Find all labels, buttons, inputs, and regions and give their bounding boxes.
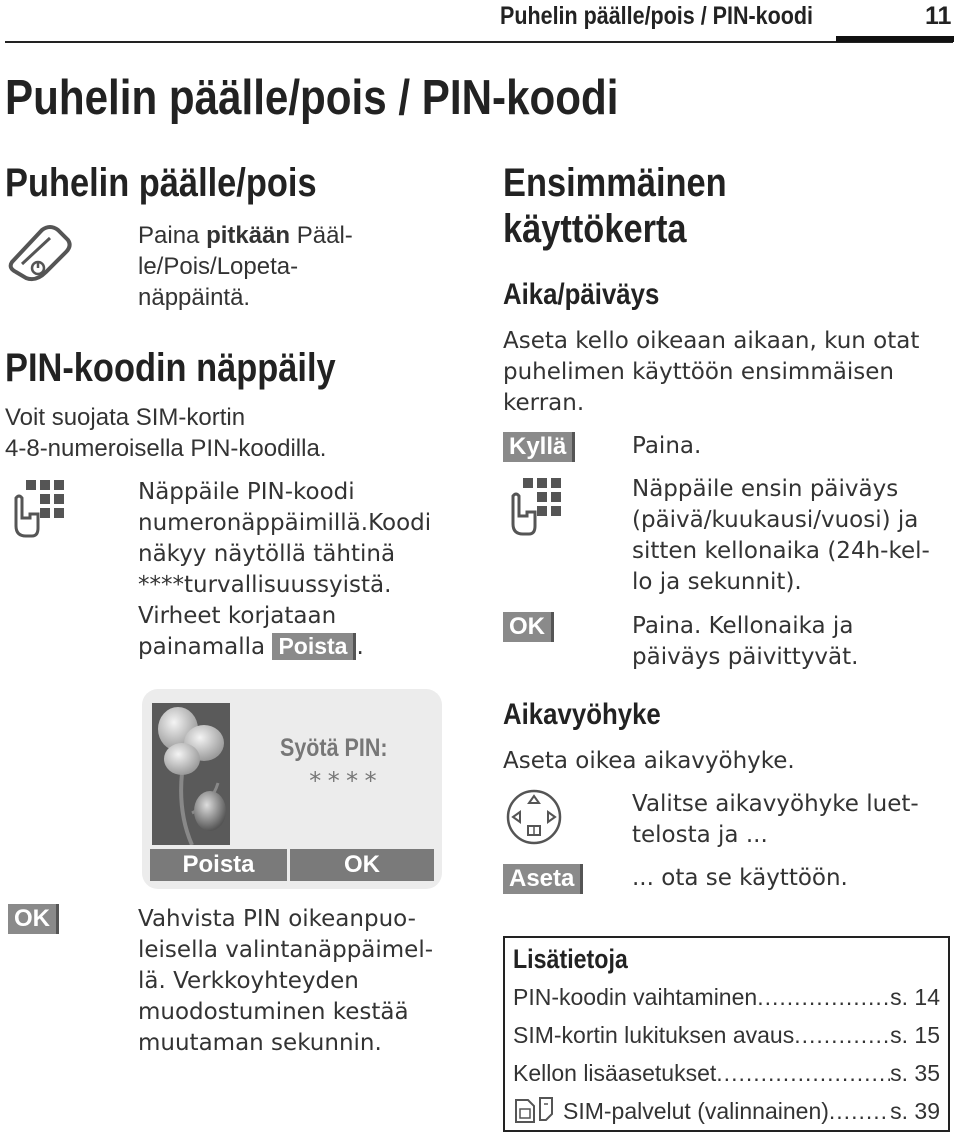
section-title-pin: PIN-koodin näppäily	[5, 346, 336, 390]
first-use-title-line2: käyttökerta	[503, 207, 687, 251]
ok-right-line: Paina. Kellonaika ja	[632, 613, 854, 639]
toc-label: PIN-koodin vaihtaminen	[513, 984, 758, 1010]
subtitle-timezone: Aikavyöhyke	[503, 698, 661, 731]
date-entry-line: Näppäile ensin päiväys	[632, 476, 899, 502]
section-title-power: Puhelin päälle/pois	[5, 161, 317, 205]
toc-label: SIM-palvelut (valinnainen)	[563, 1098, 829, 1124]
timezone-select-instructions	[632, 789, 952, 851]
kylla-key: Kyllä	[503, 432, 575, 462]
timezone-intro: Aseta oikea aikavyöhyke.	[503, 748, 795, 774]
aseta-key: Aseta	[503, 864, 583, 894]
toc-leader	[757, 982, 890, 1012]
keypad-hand-icon	[505, 476, 561, 538]
tz-line: telosta ja ...	[632, 822, 768, 848]
kylla-text: Paina.	[632, 433, 702, 459]
toc-label: Kellon lisäasetukset	[513, 1060, 717, 1086]
pin-intro-line1: Voit suojata SIM-kortin	[5, 404, 246, 431]
section-title-first-use	[503, 160, 727, 252]
first-use-title-line1: Ensimmäinen	[503, 161, 727, 205]
time-intro-line: kerran.	[503, 390, 585, 416]
phone-screen	[142, 689, 442, 889]
pin-intro	[5, 402, 465, 464]
date-entry-line: sitten kellonaika (24h-kel-	[632, 538, 930, 564]
flower-wallpaper-image	[152, 703, 230, 845]
ok-instr-line: leisella valintanäppäimel-	[138, 937, 434, 963]
main-title: Puhelin päälle/pois / PIN-koodi	[5, 71, 619, 125]
aseta-text: ... ota se käyttöön.	[632, 865, 848, 891]
toc-page: s. 35	[890, 1060, 940, 1086]
pin-instructions	[138, 477, 468, 663]
running-header-title: Puhelin päälle/pois / PIN-koodi	[500, 2, 813, 30]
pin-instr-line: Näppäile PIN-koodi	[138, 479, 355, 505]
more-info-title: Lisätietoja	[513, 944, 628, 974]
power-instr-pre: Paina	[138, 222, 207, 249]
toc-row[interactable]	[513, 982, 940, 1012]
screen-softkey-poista[interactable]: Poista	[150, 849, 287, 881]
navigation-key-icon	[505, 788, 563, 846]
ok-key-right: OK	[503, 612, 554, 642]
time-intro-line: puhelimen käyttöön ensimmäisen	[503, 359, 894, 385]
page-number: 11	[925, 2, 952, 30]
screen-prompt: Syötä PIN:	[280, 734, 388, 762]
ok-instr-line: Vahvista PIN oikeanpuo-	[138, 906, 416, 932]
power-instr-line3: näppäintä.	[138, 284, 251, 311]
date-entry-line: lo ja sekunnit).	[632, 569, 802, 595]
power-instr-line2: le/Pois/Lopeta-	[138, 253, 299, 280]
date-entry-line: (päivä/kuukausi/vuosi) ja	[632, 507, 919, 533]
ok-instructions-right	[632, 611, 952, 673]
pin-intro-line2: 4-8-numeroisella PIN-koodilla.	[5, 435, 327, 462]
toc-leader	[716, 1058, 890, 1088]
toc-leader	[829, 1096, 890, 1126]
header-rule	[5, 41, 953, 43]
tz-line: Valitse aikavyöhyke luet-	[632, 791, 919, 817]
pin-instr-line: ****turvallisuussyistä.	[138, 572, 392, 598]
time-intro-line: Aseta kello oikeaan aikaan, kun otat	[503, 328, 920, 354]
power-instructions	[138, 220, 458, 313]
screen-pin-stars: ****	[308, 767, 382, 795]
pin-instr-line: numeronäppäimillä.Koodi	[138, 510, 432, 536]
power-instr-post: Pääl-	[290, 222, 353, 249]
ok-instr-line: muodostuminen kestää	[138, 999, 409, 1025]
ok-instr-line: lä. Verkkoyhteyden	[138, 968, 359, 994]
pin-instr-last-post: .	[356, 634, 364, 660]
power-end-key-icon	[6, 224, 72, 286]
toc-page: s. 39	[890, 1098, 940, 1124]
toc-label: SIM-kortin lukituksen avaus	[513, 1022, 795, 1048]
sim-services-icon	[513, 1096, 555, 1126]
toc-leader	[794, 1020, 890, 1050]
ok-instr-line: muutaman sekunnin.	[138, 1030, 382, 1056]
date-entry-instructions	[632, 474, 952, 598]
poista-key: Poista	[272, 633, 356, 660]
time-date-intro	[503, 326, 953, 419]
toc-page: s. 15	[890, 1022, 940, 1048]
ok-key-left: OK	[8, 904, 59, 934]
subtitle-time-date: Aika/päiväys	[503, 278, 660, 311]
toc-row[interactable]	[513, 1096, 940, 1126]
keypad-hand-icon	[8, 478, 64, 540]
pin-instr-last-pre: painamalla	[138, 634, 273, 660]
toc-page: s. 14	[890, 984, 940, 1010]
pin-instr-line: näkyy näytöllä tähtinä	[138, 541, 396, 567]
toc-row[interactable]	[513, 1020, 940, 1050]
pin-instr-line: Virheet korjataan	[138, 603, 337, 629]
header-rule-accent	[836, 36, 954, 42]
screen-softkey-ok[interactable]: OK	[290, 849, 434, 881]
power-instr-bold: pitkään	[206, 222, 291, 249]
more-info-box	[503, 936, 950, 1132]
ok-instructions-left	[138, 904, 468, 1059]
toc-row[interactable]	[513, 1058, 940, 1088]
ok-right-line: päiväys päivittyvät.	[632, 644, 859, 670]
